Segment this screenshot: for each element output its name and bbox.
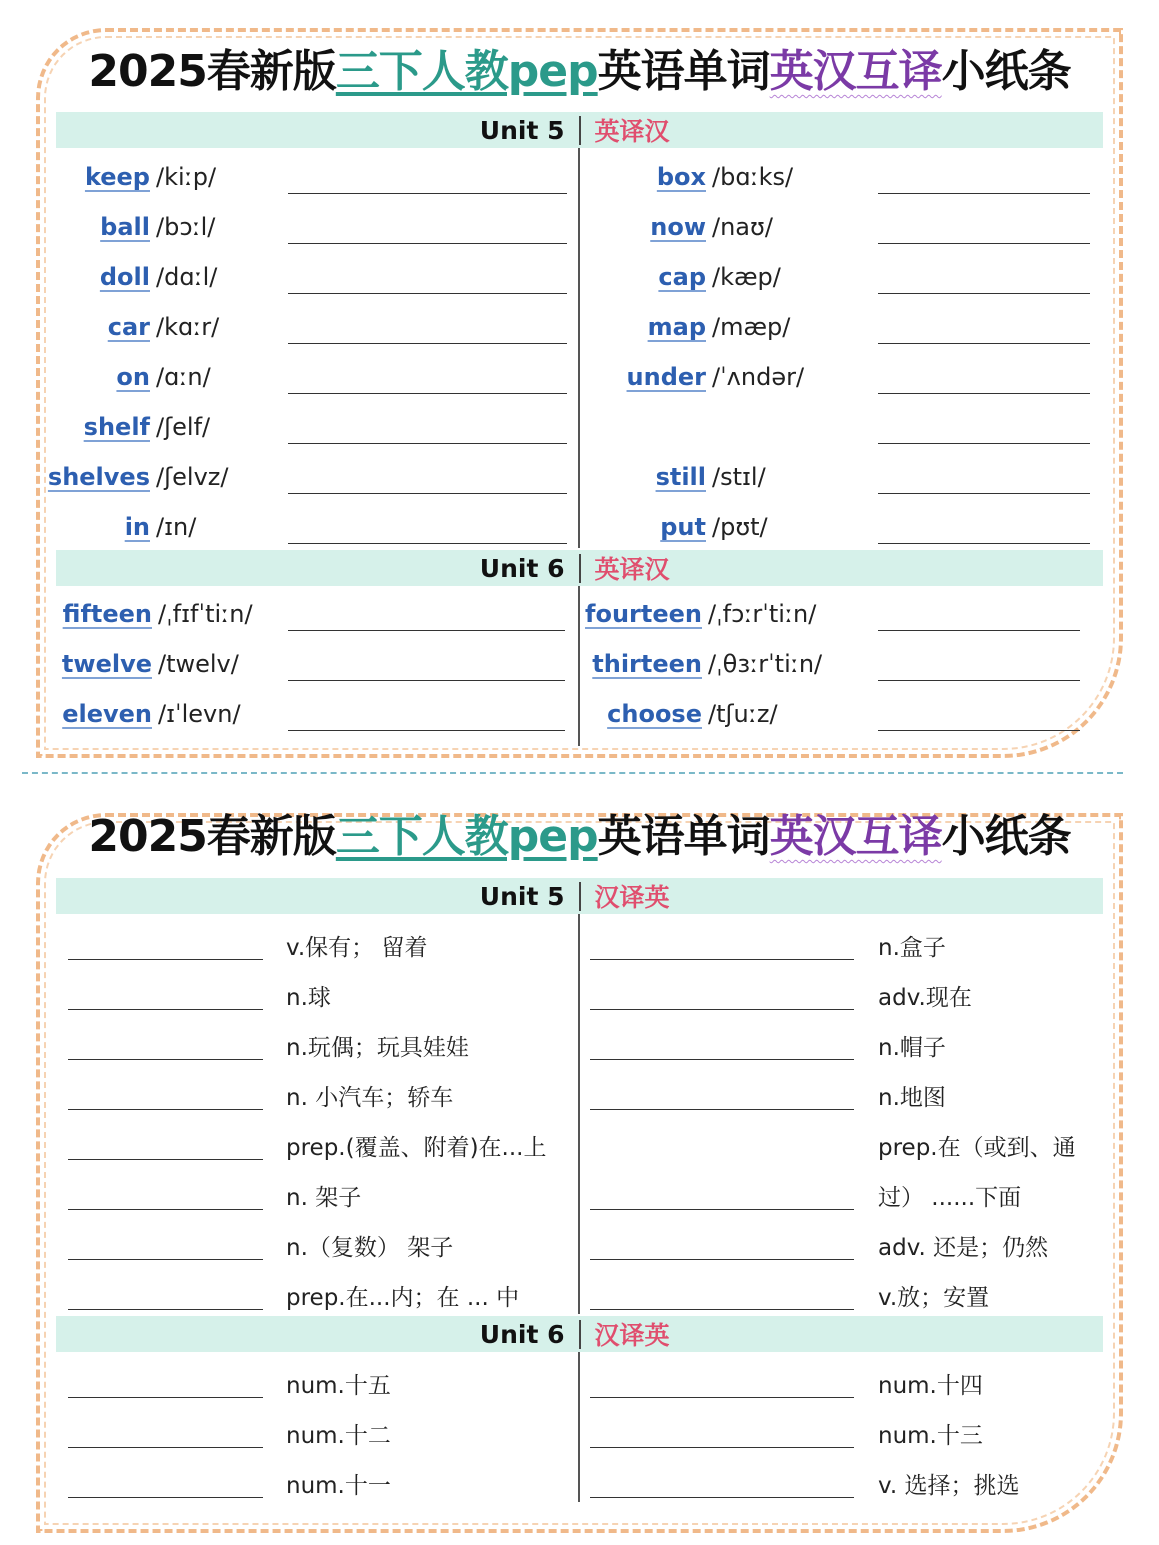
word-meaning: num.十五 <box>286 1373 391 1399</box>
phonetic: /ˌfɪfˈtiːn/ <box>158 600 253 628</box>
phonetic: /ɪˈlevn/ <box>158 700 241 728</box>
answer-blank[interactable] <box>878 730 1080 731</box>
mode-label: 汉译英 <box>594 1321 670 1350</box>
vocab-word: shelf <box>83 413 150 441</box>
phonetic: /bɔːl/ <box>156 213 216 241</box>
answer-blank[interactable] <box>288 193 567 194</box>
phonetic: /kæp/ <box>712 263 781 291</box>
answer-blank[interactable] <box>878 243 1090 244</box>
phonetic: /dɑːl/ <box>156 263 218 291</box>
answer-blank[interactable] <box>68 1059 263 1060</box>
phonetic: /mæp/ <box>712 313 791 341</box>
column-divider <box>578 1352 580 1502</box>
column-divider <box>578 914 580 1314</box>
unit-label: Unit 6 <box>445 554 581 583</box>
vocab-word: on <box>116 363 150 391</box>
sheet-en-to-cn <box>0 0 1159 770</box>
answer-blank[interactable] <box>68 959 263 960</box>
answer-blank[interactable] <box>590 1309 854 1310</box>
word-meaning: n.（复数） 架子 <box>286 1235 454 1261</box>
vocab-word: fifteen <box>62 600 152 628</box>
answer-blank[interactable] <box>288 680 565 681</box>
vocab-word: still <box>655 463 706 491</box>
answer-blank[interactable] <box>288 730 565 731</box>
answer-blank[interactable] <box>590 1397 854 1398</box>
page-title <box>0 42 1159 102</box>
vocab-word: thirteen <box>592 650 702 678</box>
phonetic: /ɪn/ <box>156 513 197 541</box>
word-meaning: v. 选择；挑选 <box>878 1473 1020 1499</box>
phonetic: /ˌθɜːrˈtiːn/ <box>708 650 823 678</box>
answer-blank[interactable] <box>590 959 854 960</box>
answer-blank[interactable] <box>68 1447 263 1448</box>
title-part-4: 英汉互译 <box>769 811 942 862</box>
answer-blank[interactable] <box>288 443 567 444</box>
phonetic: /ʃelf/ <box>156 413 211 441</box>
word-meaning: num.十一 <box>286 1473 391 1499</box>
answer-blank[interactable] <box>68 1009 263 1010</box>
mode-label: 英译汉 <box>594 117 670 146</box>
phonetic: /kɑːr/ <box>156 313 220 341</box>
answer-blank[interactable] <box>288 243 567 244</box>
answer-blank[interactable] <box>68 1259 263 1260</box>
phonetic: /bɑːks/ <box>712 163 794 191</box>
word-meaning: n.玩偶；玩具娃娃 <box>286 1035 469 1061</box>
answer-blank[interactable] <box>590 1009 854 1010</box>
title-part-2: 三下人教pep <box>335 46 598 97</box>
sheet-cn-to-en <box>0 785 1159 1545</box>
answer-blank[interactable] <box>288 393 567 394</box>
vocab-word: twelve <box>61 650 152 678</box>
answer-blank[interactable] <box>878 680 1080 681</box>
answer-blank[interactable] <box>878 293 1090 294</box>
word-meaning: num.十二 <box>286 1423 391 1449</box>
answer-blank[interactable] <box>878 193 1090 194</box>
unit5-header <box>56 112 1103 148</box>
word-meaning: prep.在（或到、通 <box>878 1135 1076 1161</box>
answer-blank[interactable] <box>590 1259 854 1260</box>
word-meaning: n.地图 <box>878 1085 946 1111</box>
vocab-word: now <box>650 213 706 241</box>
phonetic: /ˈʌndər/ <box>712 363 805 391</box>
word-meaning: n. 小汽车；轿车 <box>286 1085 454 1111</box>
vocab-word: keep <box>84 163 150 191</box>
unit6-header <box>56 550 1103 586</box>
vocab-word: box <box>656 163 706 191</box>
title-part-1: 2025春新版 <box>88 811 336 862</box>
vocab-word: map <box>647 313 706 341</box>
unit-label: Unit 5 <box>445 116 581 145</box>
vocab-word: put <box>660 513 706 541</box>
title-part-2: 三下人教pep <box>335 811 598 862</box>
answer-blank[interactable] <box>288 493 567 494</box>
answer-blank[interactable] <box>878 493 1090 494</box>
title-part-1: 2025春新版 <box>88 46 336 97</box>
answer-blank[interactable] <box>68 1159 263 1160</box>
answer-blank[interactable] <box>68 1209 263 1210</box>
unit6-header <box>56 1316 1103 1352</box>
unit5-header <box>56 878 1103 914</box>
answer-blank[interactable] <box>878 630 1080 631</box>
answer-blank[interactable] <box>590 1447 854 1448</box>
vocab-word: shelves <box>47 463 150 491</box>
phonetic: /twelv/ <box>158 650 239 678</box>
vocab-word: eleven <box>62 700 152 728</box>
answer-blank[interactable] <box>288 630 565 631</box>
mode-label: 英译汉 <box>594 555 670 584</box>
answer-blank[interactable] <box>68 1309 263 1310</box>
word-meaning: prep.在...内；在 ... 中 <box>286 1285 520 1311</box>
mode-label: 汉译英 <box>594 883 670 912</box>
cut-line <box>22 772 1123 774</box>
answer-blank[interactable] <box>878 393 1090 394</box>
answer-blank[interactable] <box>288 293 567 294</box>
vocab-word: doll <box>99 263 150 291</box>
title-part-5: 小纸条 <box>941 46 1071 97</box>
title-part-5: 小纸条 <box>941 811 1071 862</box>
phonetic: /ˌfɔːrˈtiːn/ <box>708 600 817 628</box>
phonetic: /kiːp/ <box>156 163 217 191</box>
word-meaning: n.盒子 <box>878 935 946 961</box>
phonetic: /ʃelvz/ <box>156 463 229 491</box>
phonetic: /naʊ/ <box>712 213 773 241</box>
answer-blank[interactable] <box>68 1109 263 1110</box>
page-title <box>0 807 1159 867</box>
answer-blank[interactable] <box>590 1059 854 1060</box>
vocab-word: cap <box>658 263 706 291</box>
vocab-word: in <box>124 513 150 541</box>
vocab-word: ball <box>100 213 150 241</box>
word-meaning: num.十三 <box>878 1423 983 1449</box>
word-meaning: adv. 还是；仍然 <box>878 1235 1049 1261</box>
answer-blank[interactable] <box>288 343 567 344</box>
unit-label: Unit 6 <box>445 1320 581 1349</box>
vocab-word: car <box>107 313 150 341</box>
phonetic: /pʊt/ <box>712 513 768 541</box>
answer-blank[interactable] <box>68 1397 263 1398</box>
answer-blank[interactable] <box>590 1109 854 1110</box>
unit-label: Unit 5 <box>445 882 581 911</box>
vocab-word: under <box>626 363 706 391</box>
phonetic: /ɑːn/ <box>156 363 211 391</box>
answer-blank[interactable] <box>590 1209 854 1210</box>
word-meaning: n.帽子 <box>878 1035 946 1061</box>
word-meaning: prep.(覆盖、附着)在...上 <box>286 1135 547 1161</box>
title-part-3: 英语单词 <box>597 811 770 862</box>
column-divider <box>578 148 580 548</box>
phonetic: /stɪl/ <box>712 463 766 491</box>
vocab-word: choose <box>607 700 702 728</box>
answer-blank[interactable] <box>878 443 1090 444</box>
answer-blank[interactable] <box>878 343 1090 344</box>
vocab-word: fourteen <box>585 600 702 628</box>
word-meaning: n.球 <box>286 985 331 1011</box>
answer-blank[interactable] <box>590 1497 854 1498</box>
word-meaning: v.保有； 留着 <box>286 935 428 961</box>
column-divider <box>578 586 580 746</box>
word-meaning: v.放；安置 <box>878 1285 990 1311</box>
word-meaning: adv.现在 <box>878 985 972 1011</box>
answer-blank[interactable] <box>288 543 567 544</box>
title-part-3: 英语单词 <box>597 46 770 97</box>
answer-blank[interactable] <box>68 1497 263 1498</box>
word-meaning: 过） ......下面 <box>878 1185 1022 1211</box>
answer-blank[interactable] <box>878 543 1090 544</box>
word-meaning: n. 架子 <box>286 1185 362 1211</box>
word-meaning: num.十四 <box>878 1373 983 1399</box>
title-part-4: 英汉互译 <box>769 46 942 97</box>
phonetic: /tʃuːz/ <box>708 700 778 728</box>
